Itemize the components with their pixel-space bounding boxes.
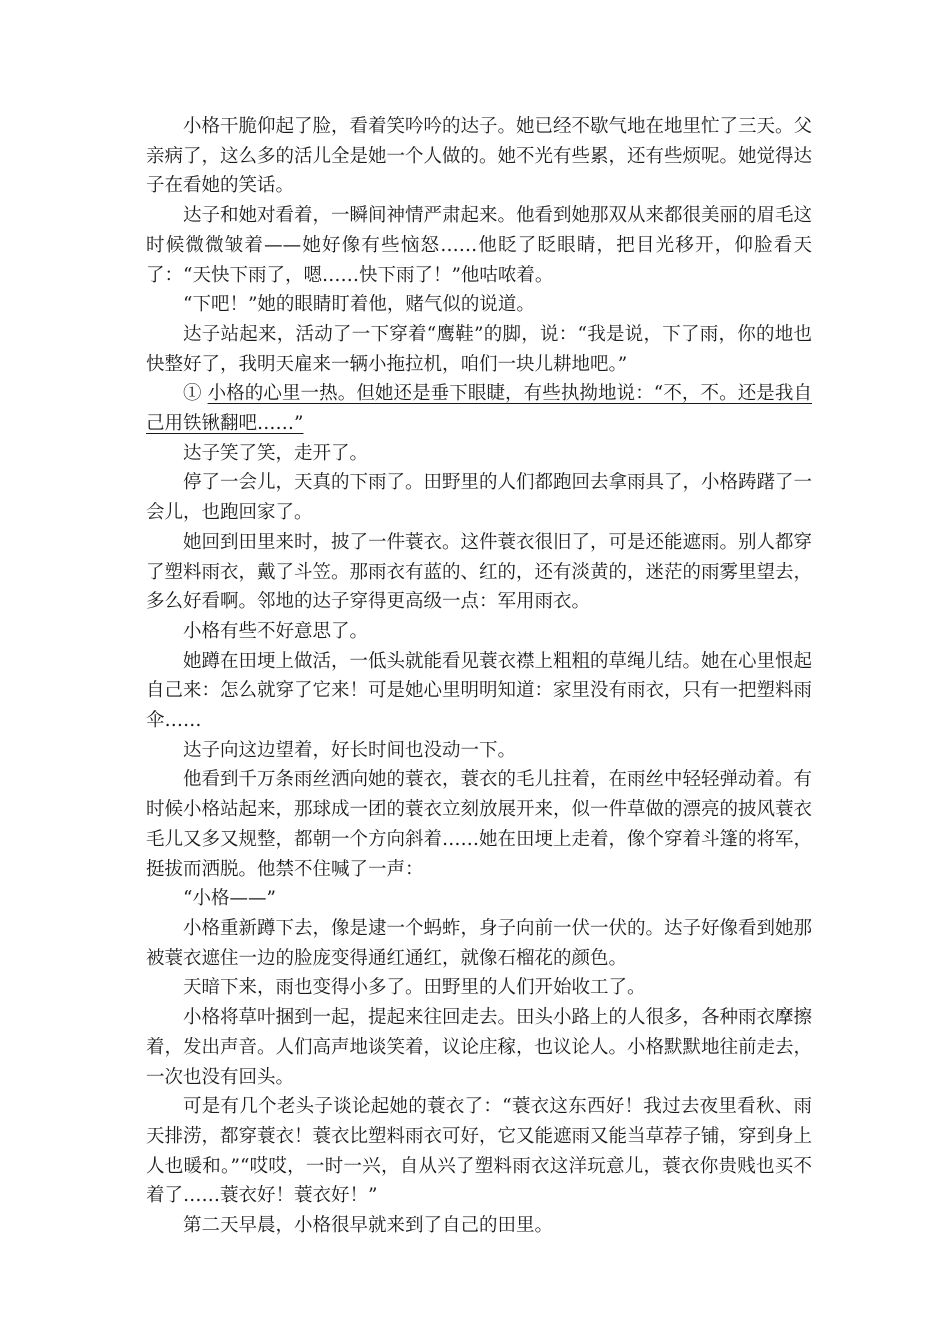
paragraph: 停了一会儿，天真的下雨了。田野里的人们都跑回去拿雨具了，小格踌躇了一会儿，也跑回家了。 (146, 472, 813, 524)
marked-paragraph (146, 379, 812, 438)
sentence-marker: ① (183, 383, 202, 405)
paragraph: 小格重新蹲下去，像是逮一个蚂蚱，身子向前一伏一伏的。达子好像看到她那被蓑衣遮住一边的脸庞变得通红通红，就像石榴花的颜色。 (146, 917, 813, 969)
paragraph: “小格——” (183, 888, 276, 910)
paragraph: “下吧！”她的眼睛盯着他，赌气似的说道。 (183, 294, 535, 316)
paragraph: 达子向这边望着，好长时间也没动一下。 (183, 739, 517, 761)
paragraph: 达子站起来，活动了一下穿着“鹰鞋”的脚，说：“我是说，下了雨，你的地也快整好了，我明天雇来一辆小拖拉机，咱们一块儿耕地吧。” (146, 323, 812, 375)
underlined-sentence: 小格的心里一热。但她还是垂下眼睫，有些执拗地说：“不，不。还是我自己用铁锹翻吧……” (146, 383, 812, 435)
paragraph: 第二天早晨，小格很早就来到了自己的田里。 (183, 1215, 554, 1237)
paragraph: 他看到千万条雨丝洒向她的蓑衣，蓑衣的毛儿拄着，在雨丝中轻轻弹动着。有时候小格站起来，那球成一团的蓑衣立刻放展开来，似一件草做的漂亮的披风蓑衣毛儿又多又规整，都朝一个方向斜着……她在田埂上走着，像个穿着斗篷的将军，挺拔而洒脱。他禁不住喊了一声： (146, 769, 813, 880)
paragraph: 小格干脆仰起了脸，看着笑吟吟的达子。她已经不歇气地在地里忙了三天。父亲病了，这么多的活儿全是她一个人做的。她不光有些累，还有些烦呢。她觉得达子在看她的笑话。 (146, 116, 813, 197)
paragraph: 小格有些不好意思了。 (183, 620, 369, 642)
paragraph: 天暗下来，雨也变得小多了。田野里的人们开始收工了。 (183, 977, 646, 999)
paragraph: 小格将草叶捆到一起，提起来往回走去。田头小路上的人很多，各种雨衣摩擦着，发出声音。人们高声地谈笑着，议论庄稼，也议论人。小格默默地往前走去，一次也没有回头。 (146, 1007, 813, 1088)
paragraph: 她蹲在田埂上做活，一低头就能看见蓑衣襟上粗粗的草绳儿结。她在心里恨起自己来：怎么就穿了它来！可是她心里明明知道：家里没有雨衣，只有一把塑料雨伞…… (146, 650, 813, 732)
paragraph: 达子和她对看着，一瞬间神情严肃起来。他看到她那双从来都很美丽的眉毛这时候微微皱着——她好像有些恼怒……他眨了眨眼睛，把目光移开，仰脸看天了：“天快下雨了，嗯……快下雨了！”他咕哝着。 (146, 205, 813, 286)
paragraph: 达子笑了笑，走开了。 (183, 442, 369, 464)
article-body (146, 112, 812, 1241)
paragraph: 她回到田里来时，披了一件蓑衣。这件蓑衣很旧了，可是还能遮雨。别人都穿了塑料雨衣，戴了斗笠。那雨衣有蓝的、红的，还有淡黄的，迷茫的雨雾里望去，多么好看啊。邻地的达子穿得更高级一点：军用雨衣。 (146, 531, 813, 613)
paragraph: 可是有几个老头子谈论起她的蓑衣了：“蓑衣这东西好！我过去夜里看秋、雨天排涝，都穿蓑衣！蓑衣比塑料雨衣可好，它又能遮雨又能当草荐子铺，穿到身上人也暖和。”“哎哎，一时一兴，自从兴了塑料雨衣这洋玩意儿，蓑衣你贵贱也买不着了……蓑衣好！蓑衣好！” (146, 1096, 813, 1207)
